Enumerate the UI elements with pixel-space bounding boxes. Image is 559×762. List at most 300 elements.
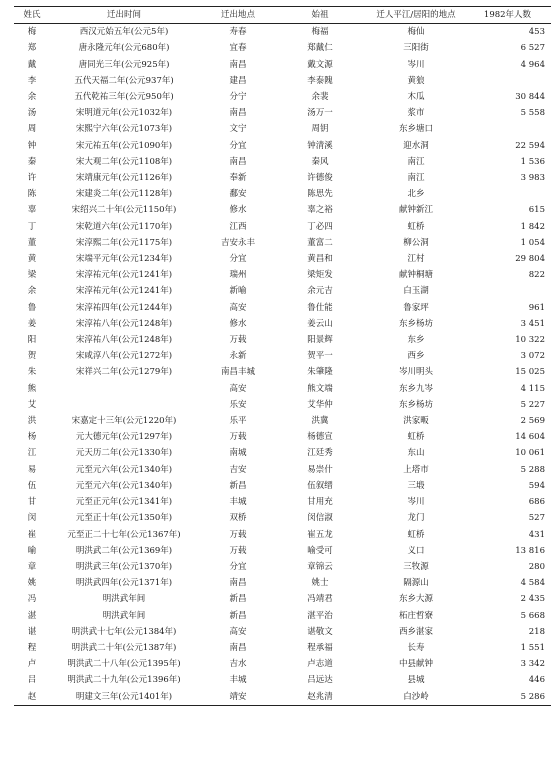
cell-population: 5 286 <box>470 689 551 706</box>
cell-population: 5 668 <box>520 610 545 621</box>
cell-departure-place: 万载 <box>229 432 247 443</box>
cell-population: 961 <box>528 302 545 313</box>
cell-ancestor: 贺平一 <box>307 351 333 362</box>
cell-surname: 梅 <box>27 27 37 38</box>
header-ancestor: 始祖 <box>278 7 362 24</box>
cell-departure-time: 宋祥兴二年(公元1279年) <box>75 367 173 378</box>
cell-departure-time: 宋绍兴二十年(公元1150年) <box>71 205 177 216</box>
table-row <box>14 283 551 299</box>
cell-population: 5 227 <box>520 399 545 410</box>
table-row <box>14 170 551 186</box>
cell-population: 280 <box>528 561 545 572</box>
cell-departure-place: 修水 <box>229 318 247 329</box>
cell-departure-time: 明建文三年(公元1401年) <box>50 689 198 706</box>
cell-ancestor: 戴文源 <box>307 59 333 70</box>
cell-departure-time: 元至元六年(公元1340年) <box>75 480 173 491</box>
cell-surname: 钟 <box>27 140 37 151</box>
table-row <box>14 235 551 251</box>
cell-departure-time: 宋淳祐八年(公元1248年) <box>75 335 173 346</box>
cell-departure-place: 吉安 <box>229 464 247 475</box>
cell-ancestor: 丁必四 <box>307 221 333 232</box>
cell-ancestor: 汤万一 <box>307 108 333 119</box>
cell-surname: 丁 <box>27 221 37 232</box>
cell-departure-time: 元至元六年(公元1340年) <box>75 464 173 475</box>
cell-ancestor: 陈思先 <box>307 189 333 200</box>
cell-departure-place: 吉水 <box>229 659 247 670</box>
table-row <box>14 348 551 364</box>
cell-departure-time <box>50 397 198 413</box>
cell-population: 29 804 <box>515 254 545 265</box>
cell-ancestor: 李泰隗 <box>307 75 333 86</box>
cell-surname: 梁 <box>27 270 37 281</box>
table-row <box>14 251 551 267</box>
cell-departure-place: 丰城 <box>229 497 247 508</box>
cell-departure-time: 宋淳祐八年(公元1248年) <box>75 318 173 329</box>
cell-ancestor: 鲁仕能 <box>307 302 333 313</box>
cell-population: 1 536 <box>520 156 545 167</box>
table-row <box>14 543 551 559</box>
cell-destination: 迎水洞 <box>403 140 429 151</box>
cell-population: 3 983 <box>520 173 545 184</box>
cell-ancestor: 甘用充 <box>307 497 333 508</box>
cell-ancestor: 崔五龙 <box>307 529 333 540</box>
cell-departure-time: 五代乾祐三年(公元950年) <box>74 92 174 103</box>
cell-destination: 献钟新江 <box>398 205 433 216</box>
table-row <box>14 300 551 316</box>
table-row <box>14 527 551 543</box>
cell-surname: 姚 <box>27 578 37 589</box>
cell-population: 22 594 <box>515 140 545 151</box>
cell-ancestor: 卢志道 <box>307 659 333 670</box>
cell-surname: 陈 <box>27 189 37 200</box>
table-row <box>14 445 551 461</box>
cell-destination: 隔源山 <box>403 578 429 589</box>
cell-ancestor: 许德俊 <box>307 173 333 184</box>
table-row <box>14 478 551 494</box>
cell-population: 10 322 <box>515 335 545 346</box>
cell-departure-place: 万载 <box>229 545 247 556</box>
cell-departure-time <box>50 381 198 397</box>
cell-population: 686 <box>528 497 545 508</box>
table-header <box>14 7 551 24</box>
cell-destination: 南江 <box>407 173 425 184</box>
cell-population: 13 816 <box>515 545 545 556</box>
cell-departure-time: 明洪武年间 <box>102 594 146 605</box>
cell-departure-time: 宋建炎二年(公元1128年) <box>75 189 173 200</box>
cell-departure-place: 南昌丰城 <box>220 367 255 378</box>
cell-destination: 三阳街 <box>403 43 429 54</box>
cell-population: 3 342 <box>520 659 545 670</box>
cell-ancestor: 黄昌和 <box>307 254 333 265</box>
cell-destination: 岑川 <box>407 497 425 508</box>
cell-departure-time: 明洪武十七年(公元1384年) <box>71 626 177 637</box>
cell-ancestor: 秦风 <box>311 156 329 167</box>
table-body <box>14 24 551 706</box>
cell-ancestor: 程承福 <box>307 642 333 653</box>
cell-departure-time: 宋嘉定十三年(公元1220年) <box>71 416 177 427</box>
cell-population: 615 <box>528 205 545 216</box>
cell-surname: 余 <box>27 286 37 297</box>
cell-destination: 虹桥 <box>407 529 425 540</box>
cell-ancestor: 余元吉 <box>307 286 333 297</box>
cell-departure-time: 唐永隆元年(公元680年) <box>78 43 170 54</box>
table-row <box>14 154 551 170</box>
cell-surname: 易 <box>27 464 37 475</box>
cell-population <box>470 283 551 299</box>
cell-departure-place: 寿春 <box>229 27 247 38</box>
cell-ancestor: 冯靖君 <box>307 594 333 605</box>
cell-surname: 程 <box>27 642 37 653</box>
cell-surname: 秦 <box>27 156 37 167</box>
cell-population: 453 <box>528 27 545 38</box>
cell-population: 4 584 <box>520 578 545 589</box>
cell-destination: 柘庄哲寮 <box>398 610 433 621</box>
table-row <box>14 57 551 73</box>
cell-ancestor: 易崇什 <box>307 464 333 475</box>
cell-destination: 三塅 <box>407 480 425 491</box>
cell-destination: 东乡塘口 <box>398 124 433 135</box>
cell-surname: 伍 <box>27 480 37 491</box>
table-row <box>14 413 551 429</box>
cell-surname: 黄 <box>27 254 37 265</box>
cell-departure-time: 元天历二年(公元1330年) <box>75 448 173 459</box>
cell-destination: 东乡九岑 <box>398 383 433 394</box>
cell-departure-place: 分宜 <box>229 254 247 265</box>
cell-departure-place: 高安 <box>229 626 247 637</box>
table-row <box>14 608 551 624</box>
surname-migration-table <box>14 6 551 706</box>
cell-population: 15 025 <box>515 367 545 378</box>
cell-population: 10 061 <box>515 448 545 459</box>
table-row <box>14 40 551 56</box>
cell-departure-time: 元大德元年(公元1297年) <box>75 432 173 443</box>
table-row <box>14 316 551 332</box>
cell-surname: 谌 <box>27 626 37 637</box>
cell-ancestor: 章锦云 <box>307 561 333 572</box>
cell-ancestor: 艾华仲 <box>307 399 333 410</box>
table-row <box>14 24 551 41</box>
cell-destination: 岑川明头 <box>398 367 433 378</box>
cell-destination: 浆市 <box>407 108 425 119</box>
cell-population: 3 072 <box>520 351 545 362</box>
table-row <box>14 332 551 348</box>
cell-destination: 柳公洞 <box>403 237 429 248</box>
cell-population: 5 288 <box>520 464 545 475</box>
cell-surname: 湛 <box>27 610 37 621</box>
cell-destination: 梅仙 <box>407 27 425 38</box>
cell-departure-place: 瑞州 <box>229 270 247 281</box>
cell-departure-time: 宋元祐五年(公元1090年) <box>75 140 173 151</box>
cell-departure-place: 永新 <box>229 351 247 362</box>
table-row <box>14 219 551 235</box>
cell-population: 431 <box>528 529 545 540</box>
cell-departure-place: 南昌 <box>229 108 247 119</box>
cell-departure-place: 高安 <box>229 383 247 394</box>
table-row <box>14 640 551 656</box>
cell-ancestor: 董富二 <box>307 237 333 248</box>
cell-destination: 西乡 <box>407 351 425 362</box>
cell-departure-place: 南昌 <box>229 59 247 70</box>
cell-ancestor: 赵兆清 <box>278 689 362 706</box>
cell-population <box>470 73 551 89</box>
cell-destination: 洪家畈 <box>403 416 429 427</box>
cell-departure-place: 吉安永丰 <box>220 237 255 248</box>
cell-destination: 北乡 <box>407 189 425 200</box>
cell-destination: 鲁家坪 <box>403 302 429 313</box>
cell-ancestor: 谌敬文 <box>307 626 333 637</box>
header-row <box>14 7 551 24</box>
table-row <box>14 429 551 445</box>
cell-departure-place: 奉新 <box>229 173 247 184</box>
cell-departure-place: 分宜 <box>229 561 247 572</box>
table-row <box>14 105 551 121</box>
cell-departure-time: 明洪武二十年(公元1387年) <box>71 642 177 653</box>
cell-ancestor: 江廷秀 <box>307 448 333 459</box>
cell-departure-place: 文宁 <box>229 124 247 135</box>
table-row <box>14 689 551 706</box>
cell-departure-time: 宋大观二年(公元1108年) <box>75 156 173 167</box>
cell-departure-time: 西汉元始五年(公元5年) <box>79 27 169 38</box>
cell-departure-place: 宜春 <box>229 43 247 54</box>
header-departure-place: 迁出地点 <box>198 7 278 24</box>
cell-departure-place: 南昌 <box>229 578 247 589</box>
cell-ancestor: 辜之裕 <box>307 205 333 216</box>
cell-destination: 江村 <box>407 254 425 265</box>
cell-surname: 许 <box>27 173 37 184</box>
cell-departure-time: 元至正十年(公元1350年) <box>75 513 173 524</box>
cell-surname: 戴 <box>27 59 37 70</box>
cell-departure-time: 宋淳熙二年(公元1175年) <box>75 237 173 248</box>
table-row <box>14 591 551 607</box>
table-row <box>14 267 551 283</box>
cell-destination: 东乡大源 <box>398 594 433 605</box>
table-row <box>14 89 551 105</box>
cell-surname: 朱 <box>27 367 37 378</box>
cell-ancestor: 喻受可 <box>307 545 333 556</box>
cell-destination: 西乡湛家 <box>398 626 433 637</box>
cell-departure-time: 宋淳祐四年(公元1244年) <box>75 302 173 313</box>
cell-destination: 三牧源 <box>403 561 429 572</box>
header-surname: 姓氏 <box>14 7 50 24</box>
cell-departure-place: 新昌 <box>229 594 247 605</box>
cell-ancestor: 杨德宣 <box>307 432 333 443</box>
cell-destination: 东山 <box>407 448 425 459</box>
cell-destination: 虹桥 <box>407 221 425 232</box>
cell-departure-time: 宋咸淳八年(公元1272年) <box>75 351 173 362</box>
cell-population: 527 <box>528 513 545 524</box>
cell-departure-place: 建昌 <box>229 75 247 86</box>
cell-departure-time: 宋明道元年(公元1032年) <box>75 108 173 119</box>
cell-surname: 李 <box>27 75 37 86</box>
cell-destination: 上塔市 <box>403 464 429 475</box>
cell-destination: 东乡杨坊 <box>398 399 433 410</box>
cell-departure-place: 南城 <box>229 448 247 459</box>
table-row <box>14 575 551 591</box>
cell-population: 446 <box>528 675 545 686</box>
cell-departure-place: 高安 <box>229 302 247 313</box>
cell-destination: 虹桥 <box>407 432 425 443</box>
cell-surname: 甘 <box>27 497 37 508</box>
table-row <box>14 559 551 575</box>
cell-destination: 献钟桐塘 <box>398 270 433 281</box>
cell-destination: 黄狼 <box>407 75 425 86</box>
table-row <box>14 494 551 510</box>
cell-surname: 辜 <box>27 205 37 216</box>
cell-ancestor: 郑戴仁 <box>307 43 333 54</box>
cell-departure-time: 明洪武年间 <box>102 610 146 621</box>
cell-surname: 阳 <box>27 335 37 346</box>
cell-surname: 周 <box>27 124 37 135</box>
cell-departure-time: 宋淳祐元年(公元1241年) <box>75 286 173 297</box>
cell-surname: 洪 <box>27 416 37 427</box>
table-row <box>14 186 551 202</box>
cell-ancestor: 阳景辉 <box>307 335 333 346</box>
cell-ancestor: 梁矩发 <box>307 270 333 281</box>
cell-ancestor: 余裴 <box>311 92 329 103</box>
header-departure-time: 迁出时间 <box>50 7 198 24</box>
cell-departure-place: 分宁 <box>229 92 247 103</box>
cell-surname: 杨 <box>27 432 37 443</box>
cell-surname: 汤 <box>27 108 37 119</box>
cell-ancestor: 洪冀 <box>311 416 329 427</box>
table-row <box>14 462 551 478</box>
cell-destination: 岑川 <box>407 59 425 70</box>
cell-departure-place: 新喻 <box>229 286 247 297</box>
cell-departure-place: 万载 <box>229 335 247 346</box>
cell-departure-time: 五代天福二年(公元937年) <box>74 75 174 86</box>
table-row <box>14 624 551 640</box>
cell-ancestor: 朱肇隆 <box>307 367 333 378</box>
cell-departure-time: 宋熙宁六年(公元1073年) <box>75 124 173 135</box>
cell-departure-place: 丰城 <box>229 675 247 686</box>
cell-departure-place: 乐平 <box>229 416 247 427</box>
cell-population: 218 <box>528 626 545 637</box>
cell-departure-place: 万载 <box>229 529 247 540</box>
cell-surname: 崔 <box>27 529 37 540</box>
cell-departure-time: 明洪武四年(公元1371年) <box>75 578 173 589</box>
cell-population <box>470 121 551 137</box>
cell-ancestor: 伍叙缙 <box>307 480 333 491</box>
cell-population: 2 569 <box>520 416 545 427</box>
table-row <box>14 381 551 397</box>
cell-surname: 鲁 <box>27 302 37 313</box>
cell-surname: 喻 <box>27 545 37 556</box>
cell-departure-place: 修水 <box>229 205 247 216</box>
cell-population: 30 844 <box>515 92 545 103</box>
cell-departure-time: 宋靖康元年(公元1126年) <box>75 173 173 184</box>
header-destination: 迁人平江/居阳的地点 <box>362 7 470 24</box>
table-row <box>14 121 551 137</box>
cell-population: 1 842 <box>520 221 545 232</box>
table-row <box>14 510 551 526</box>
cell-departure-place: 双桥 <box>229 513 247 524</box>
table-row <box>14 364 551 380</box>
cell-surname: 江 <box>27 448 37 459</box>
cell-departure-time: 明洪武二十九年(公元1396年) <box>67 675 181 686</box>
cell-ancestor: 熊文端 <box>307 383 333 394</box>
cell-departure-time: 宋淳祐元年(公元1241年) <box>75 270 173 281</box>
cell-destination: 东乡杨坊 <box>398 318 433 329</box>
cell-departure-place: 新昌 <box>229 610 247 621</box>
cell-departure-place: 南昌 <box>229 642 247 653</box>
cell-destination: 中县献钟 <box>398 659 433 670</box>
cell-destination: 龙门 <box>407 513 425 524</box>
cell-surname: 章 <box>27 561 37 572</box>
header-population-1982: 1982年人数 <box>470 7 551 24</box>
cell-population: 1 054 <box>520 237 545 248</box>
cell-surname: 董 <box>27 237 37 248</box>
cell-surname: 吕 <box>27 675 37 686</box>
table-row <box>14 672 551 688</box>
table-row <box>14 73 551 89</box>
table-row <box>14 656 551 672</box>
cell-departure-place: 靖安 <box>198 689 278 706</box>
cell-population: 822 <box>528 270 545 281</box>
table-row <box>14 397 551 413</box>
cell-surname: 艾 <box>27 399 37 410</box>
cell-destination: 义口 <box>407 545 425 556</box>
cell-ancestor: 梅福 <box>311 27 329 38</box>
cell-destination: 长寿 <box>407 642 425 653</box>
cell-departure-time: 宋乾道六年(公元1170年) <box>75 221 173 232</box>
cell-destination: 木瓜 <box>407 92 425 103</box>
cell-population: 1 551 <box>520 642 545 653</box>
cell-destination: 东乡 <box>407 335 425 346</box>
cell-surname: 姜 <box>27 318 37 329</box>
cell-departure-time: 明洪武三年(公元1370年) <box>75 561 173 572</box>
cell-surname: 余 <box>27 92 37 103</box>
cell-population: 4 115 <box>520 383 545 394</box>
cell-surname: 卢 <box>27 659 37 670</box>
cell-surname: 闵 <box>27 513 37 524</box>
cell-ancestor: 姚士 <box>311 578 329 589</box>
cell-departure-place: 南昌 <box>229 156 247 167</box>
cell-ancestor: 周钥 <box>311 124 329 135</box>
cell-departure-place: 江西 <box>229 221 247 232</box>
cell-departure-time: 元至正二十七年(公元1367年) <box>67 529 181 540</box>
cell-population: 3 451 <box>520 318 545 329</box>
cell-surname: 郑 <box>27 43 37 54</box>
cell-population: 6 527 <box>520 43 545 54</box>
cell-departure-time: 明洪武二十八年(公元1395年) <box>67 659 181 670</box>
cell-ancestor: 湛平治 <box>307 610 333 621</box>
cell-destination: 县城 <box>407 675 425 686</box>
cell-ancestor: 钟清溪 <box>307 140 333 151</box>
cell-ancestor: 姜云山 <box>307 318 333 329</box>
cell-population: 2 435 <box>520 594 545 605</box>
cell-departure-time: 宋端平元年(公元1234年) <box>75 254 173 265</box>
table-row <box>14 202 551 218</box>
cell-ancestor: 闵信淑 <box>307 513 333 524</box>
cell-destination: 白玉湖 <box>403 286 429 297</box>
cell-surname: 贺 <box>27 351 37 362</box>
cell-destination: 南江 <box>407 156 425 167</box>
cell-departure-time: 元至正元年(公元1341年) <box>75 497 173 508</box>
cell-population: 5 558 <box>520 108 545 119</box>
cell-destination: 白沙岭 <box>362 689 470 706</box>
cell-departure-place: 乐安 <box>229 399 247 410</box>
cell-population: 594 <box>528 480 545 491</box>
cell-departure-time: 唐同光三年(公元925年) <box>78 59 170 70</box>
cell-population: 14 604 <box>515 432 545 443</box>
cell-ancestor: 吕远达 <box>307 675 333 686</box>
cell-departure-place: 鄱安 <box>229 189 247 200</box>
table-row <box>14 138 551 154</box>
cell-population: 4 964 <box>520 59 545 70</box>
cell-surname: 冯 <box>27 594 37 605</box>
cell-departure-place: 新昌 <box>229 480 247 491</box>
cell-surname: 熊 <box>27 383 37 394</box>
